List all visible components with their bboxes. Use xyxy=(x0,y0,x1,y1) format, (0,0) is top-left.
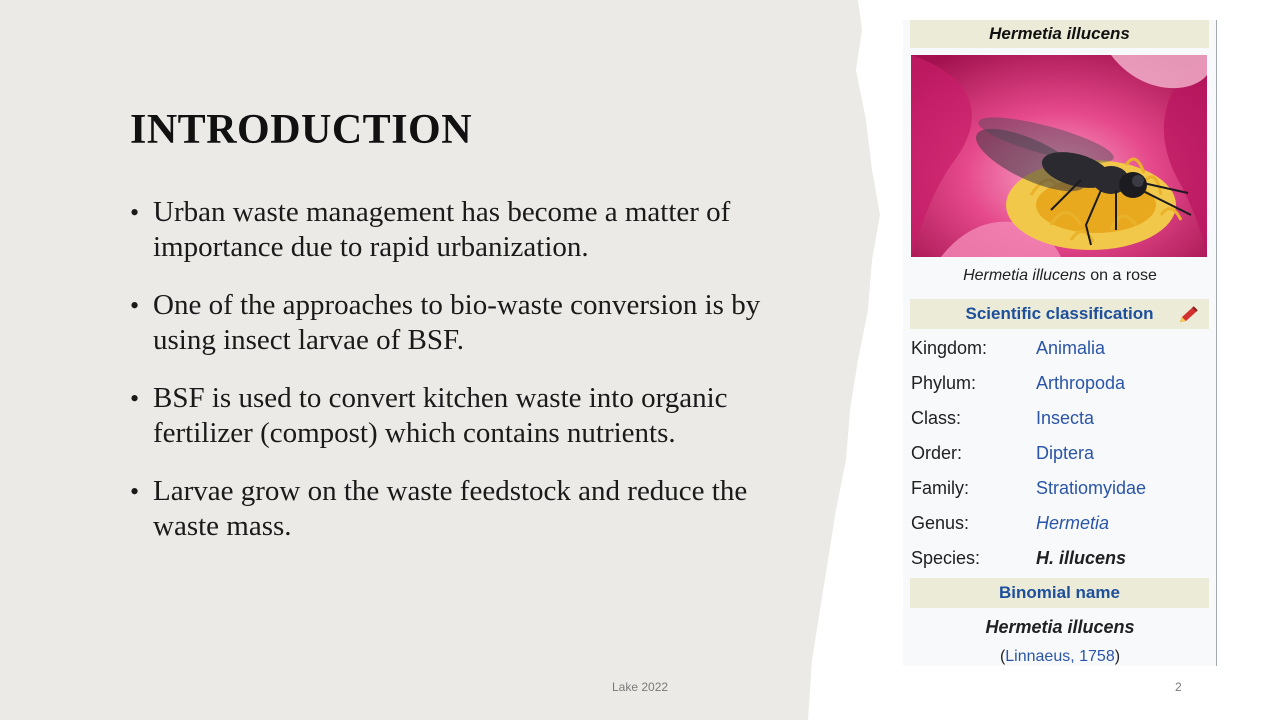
taxon-link[interactable]: Stratiomyidae xyxy=(1036,478,1147,498)
authority-open: ( xyxy=(999,648,1006,665)
bullet-item xyxy=(130,474,810,544)
taxon-key: Class: xyxy=(911,408,962,428)
taxon-link[interactable]: Animalia xyxy=(1036,338,1106,358)
taxon-row-species xyxy=(911,548,1209,572)
taxon-link[interactable]: Insecta xyxy=(1036,408,1095,428)
authority-close: ) xyxy=(1114,648,1121,665)
taxobox xyxy=(903,20,1217,666)
footer-text: Lake 2022 xyxy=(612,680,669,694)
fly-on-rose-photo xyxy=(911,55,1207,257)
taxon-row-order xyxy=(911,443,1209,467)
taxon-link[interactable]: Hermetia xyxy=(1036,513,1110,533)
taxon-key: Kingdom: xyxy=(911,338,988,358)
taxon-row-phylum xyxy=(911,373,1209,397)
taxobox-title: Hermetia illucens xyxy=(910,20,1209,48)
taxon-row-class xyxy=(911,408,1209,432)
bullet-item xyxy=(130,381,810,451)
classification-header-label: Scientific classification xyxy=(965,304,1154,323)
taxon-key: Phylum: xyxy=(911,373,977,393)
bullet-dot: • xyxy=(130,291,140,320)
bullet-text: Urban waste management has become a matter of importance due to rapid urbanization. xyxy=(153,196,731,263)
taxon-link[interactable]: Arthropoda xyxy=(1036,373,1126,393)
pencil-icon[interactable] xyxy=(1177,305,1199,330)
bullet-text: Larvae grow on the waste feedstock and reduce the waste mass. xyxy=(153,475,748,542)
bullet-text: One of the approaches to bio-waste conversion is by using insect larvae of BSF. xyxy=(153,289,761,356)
bullet-list xyxy=(130,195,810,567)
taxon-key: Species: xyxy=(911,548,981,568)
taxon-row-genus xyxy=(911,513,1209,537)
bullet-dot: • xyxy=(130,198,140,227)
caption-rest: on a rose xyxy=(1085,267,1157,284)
binomial-header: Binomial name xyxy=(910,578,1209,608)
taxon-row-kingdom xyxy=(911,338,1209,362)
binomial-authority xyxy=(903,648,1217,666)
bullet-item xyxy=(130,288,810,358)
authority-link[interactable]: Linnaeus, 1758 xyxy=(1005,648,1115,665)
bullet-text: BSF is used to convert kitchen waste into organic fertilizer (compost) which contains nutrients. xyxy=(153,382,728,449)
taxon-row-family xyxy=(911,478,1209,502)
classification-header xyxy=(910,299,1209,329)
binomial-name: Hermetia illucens xyxy=(985,617,1135,637)
photo-caption xyxy=(903,267,1217,285)
bullet-item xyxy=(130,195,810,265)
slide-title: INTRODUCTION xyxy=(130,107,473,153)
bullet-dot: • xyxy=(130,384,140,413)
caption-species: Hermetia illucens xyxy=(963,267,1086,284)
bullet-dot: • xyxy=(130,477,140,506)
taxon-link[interactable]: Diptera xyxy=(1036,443,1095,463)
taxon-key: Genus: xyxy=(911,513,970,533)
page-number: 2 xyxy=(1175,680,1182,694)
taxon-key: Family: xyxy=(911,478,969,498)
taxon-key: Order: xyxy=(911,443,963,463)
taxon-value: H. illucens xyxy=(1036,548,1127,568)
